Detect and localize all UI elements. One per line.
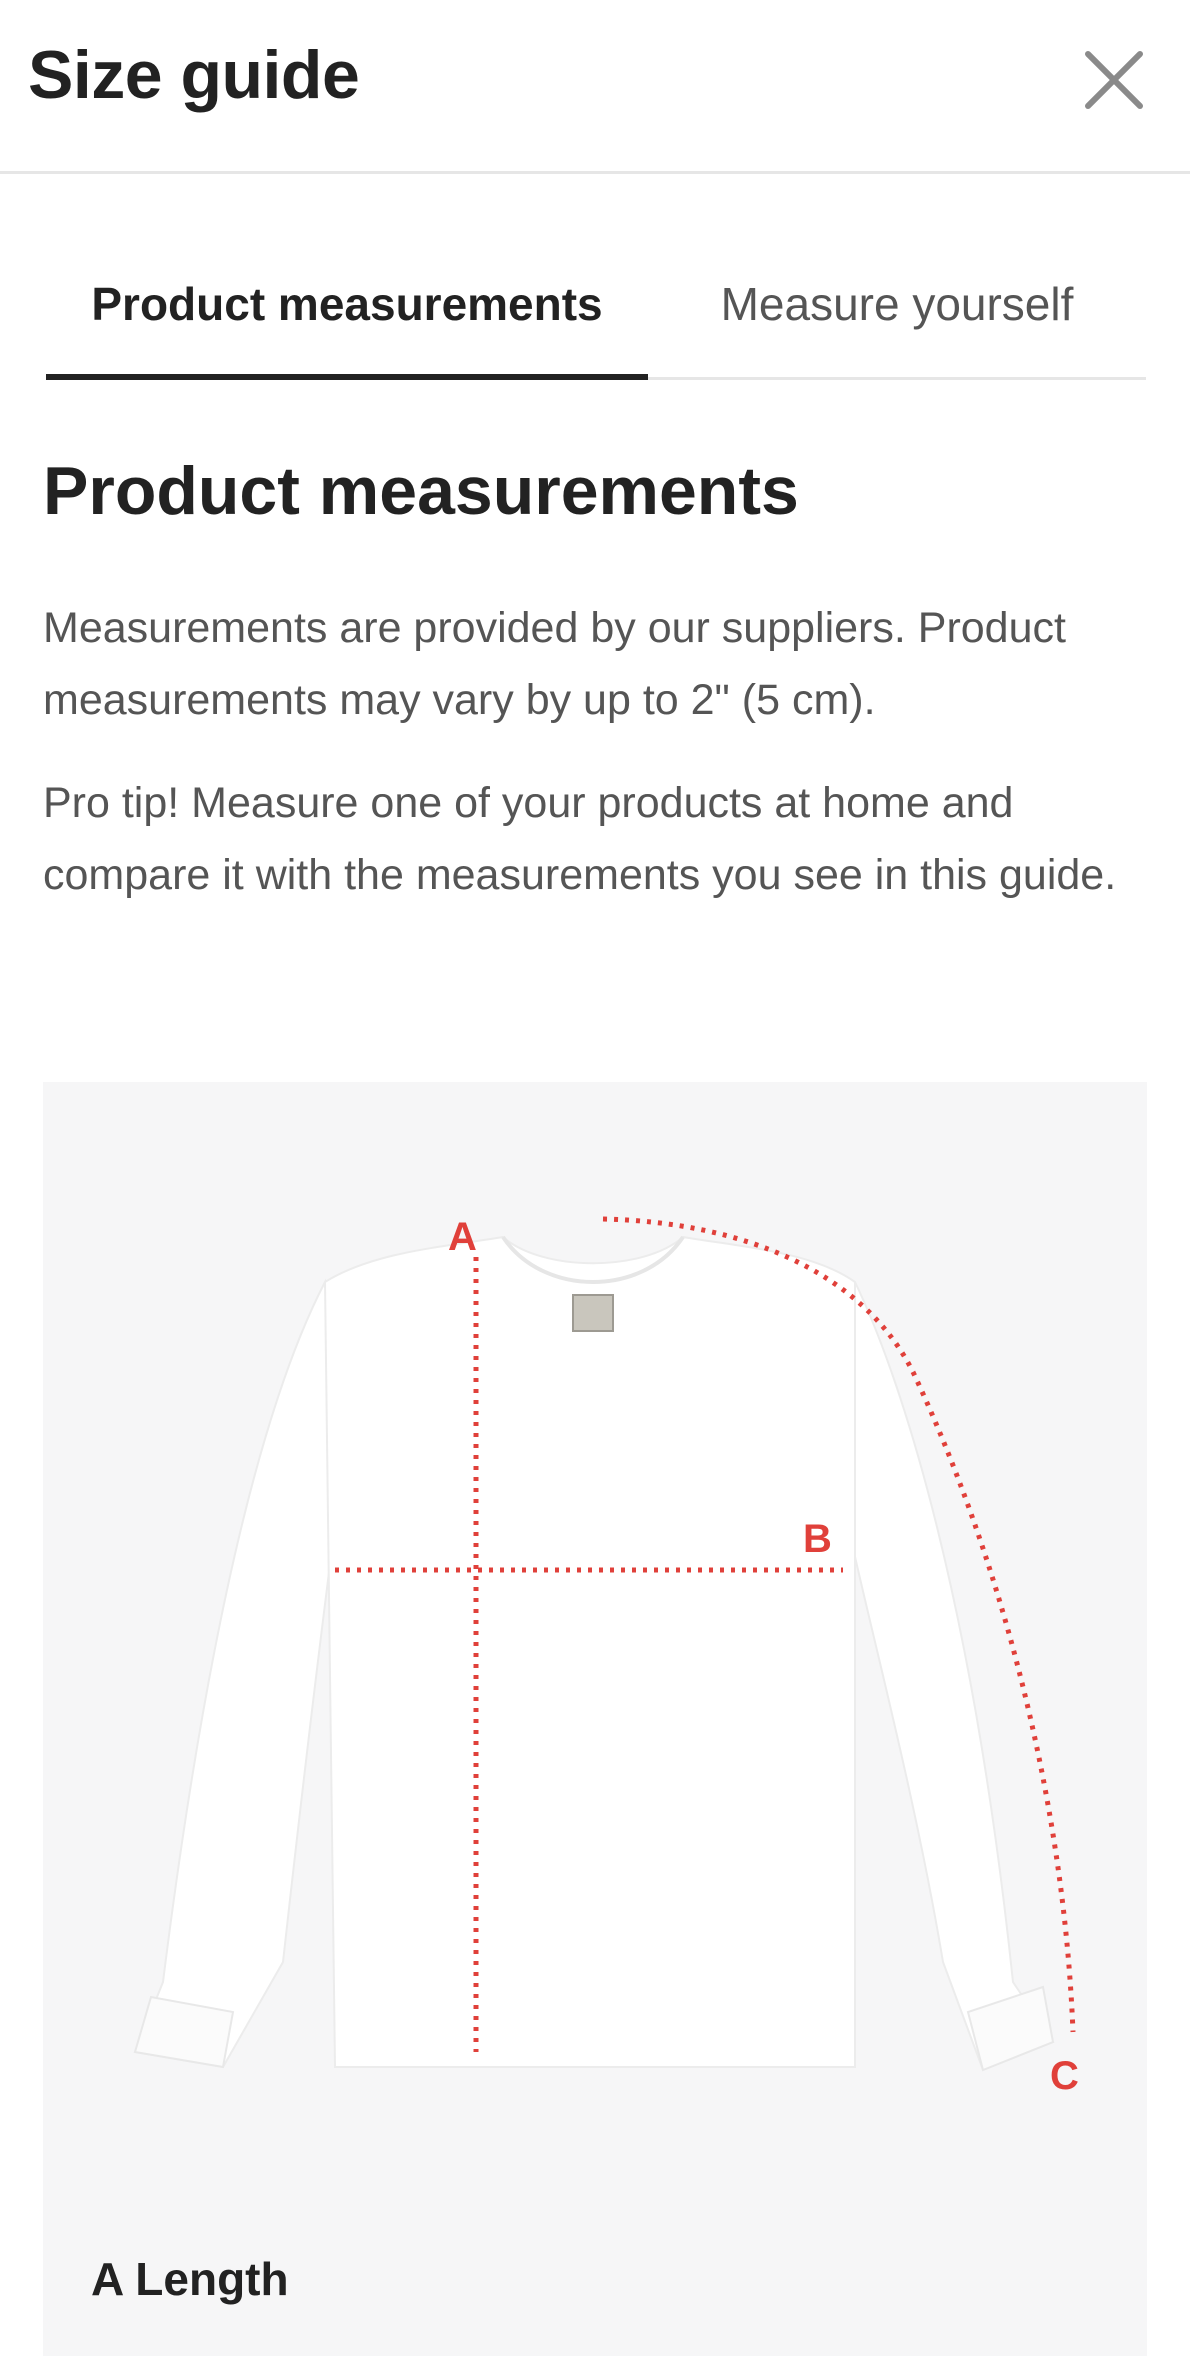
shirt-illustration (135, 1237, 1053, 2070)
pro-tip: Pro tip! Measure one of your products at home and compare it with the measurements you see in this guide. (43, 779, 1117, 899)
label-a: A (448, 1215, 477, 1259)
header (0, 0, 1190, 174)
label-c: C (1050, 2054, 1079, 2098)
shirt-tag-icon (573, 1295, 613, 1331)
label-b: B (803, 1517, 832, 1561)
shirt-diagram (43, 1082, 1147, 2356)
section-heading: Product measurements (43, 453, 799, 529)
tab-product-measurements[interactable]: Product measurements (46, 255, 648, 380)
tab-measure-yourself[interactable]: Measure yourself (720, 278, 1074, 330)
measurement-caption: A Length (91, 2253, 289, 2305)
close-button[interactable] (1074, 40, 1154, 120)
close-icon (1074, 40, 1154, 120)
page-title: Size guide (28, 37, 360, 113)
tab-bar (46, 255, 1146, 380)
measurement-figure (43, 1082, 1147, 2356)
supplier-note: Measurements are provided by our suppliers. Product measurements may vary by up to 2" (5 cm). (43, 604, 1066, 724)
